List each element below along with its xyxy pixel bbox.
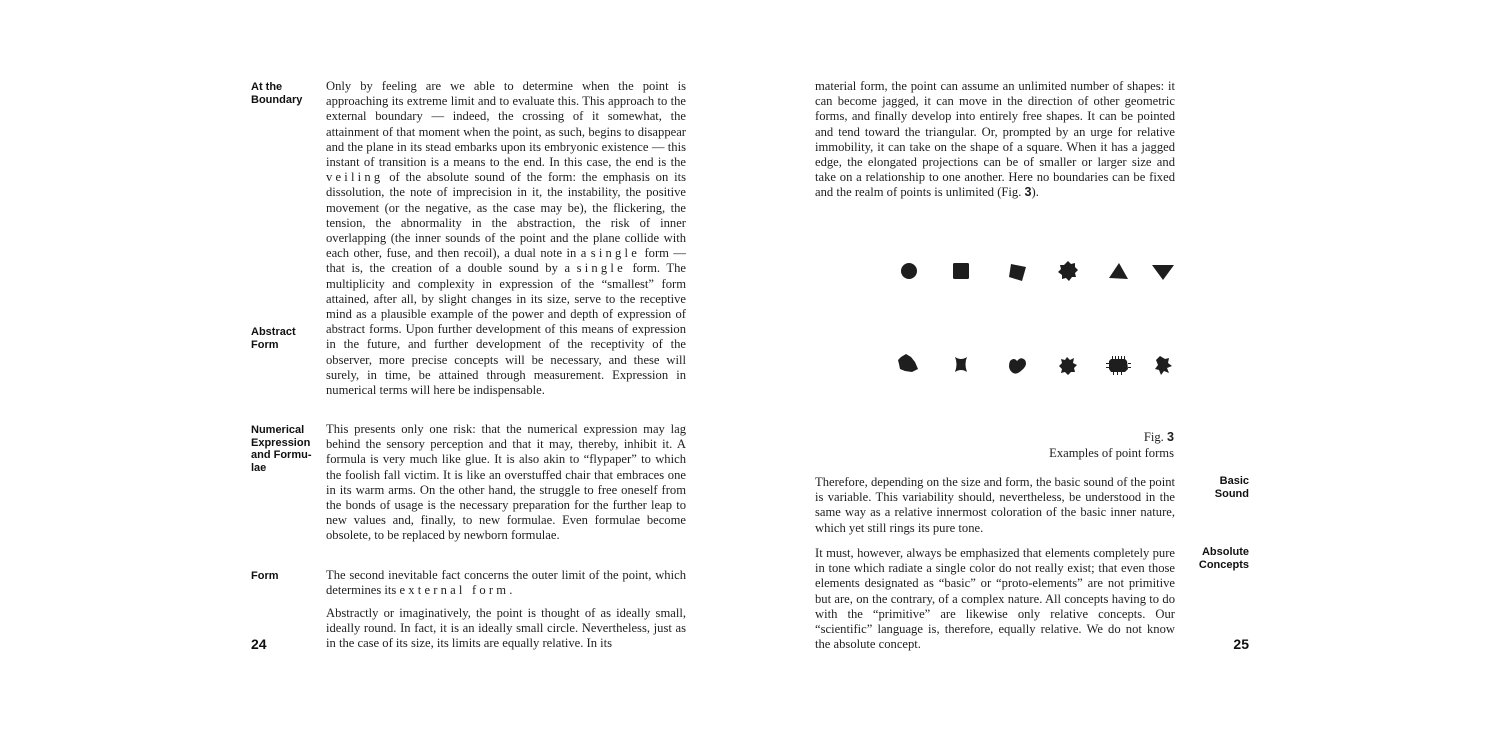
shape-blob-jagged	[898, 354, 918, 372]
text-run: form. The multiplicity and complexity in expression of the “smallest” form attained, after all, by slight changes in its size, serve to the receptive mind as a plausible example of the power and depth of expression of abstract forms. Upon further development of this means of expression in the future, and further development of the receptivity of the observer, more precise concepts will be necessary, and these will surely, in time, be attained through measurement. Expression in numerical terms will here be indispensable.	[326, 261, 686, 398]
shape-triangle-down	[1152, 265, 1174, 280]
shape-irregular-blob	[1155, 356, 1172, 375]
paragraph-abstractly: Abstractly or imaginatively, the point is thought of as ideally small, ideally round. In fact, it is an ideally small circle. Nevertheless, just as in the case of its size, its limits are equally relative. In its	[326, 606, 686, 651]
text-run: The second inevitable fact concerns the outer limit of the point, which determines its	[326, 568, 686, 598]
shape-circle	[901, 263, 917, 279]
margin-note-abstract-form	[251, 326, 296, 351]
text-run: .	[509, 583, 513, 598]
page-number-right: 25	[1233, 636, 1249, 652]
right-page	[750, 0, 1500, 750]
margin-note-basic-sound	[1180, 475, 1249, 500]
margin-note-form	[251, 570, 279, 583]
figure-caption-text: Examples of point forms	[1049, 445, 1174, 460]
figure-caption	[950, 430, 1174, 461]
shape-four-point-star	[955, 357, 967, 372]
figure-number: 3	[1166, 430, 1174, 444]
figure-label	[950, 430, 1174, 446]
note-line: lae	[251, 461, 267, 474]
note-line: Form	[251, 570, 279, 582]
note-line: Abstract	[251, 326, 296, 338]
note-line: Sound	[1214, 487, 1249, 500]
paragraph-form	[326, 568, 686, 598]
figure-label-text: Fig.	[1143, 430, 1164, 444]
figure-3-point-forms	[890, 250, 1180, 390]
shape-star-burst	[1058, 261, 1078, 281]
note-line: At the	[251, 81, 283, 93]
text-run: ).	[1031, 185, 1039, 200]
margin-note-at-the-boundary	[251, 81, 302, 106]
note-line: Basic	[1219, 475, 1249, 487]
paragraph-absolute-concepts: It must, however, always be emphasized that elements completely pure in tone which radiate a single color do not really exist; that even those elements designated as “basic” or “proto-elements” are not primitive but are, on the contrary, of a complex nature. All concepts having to do with the “primitive” are likewise only relative concepts. Our “scientific” language is, therefore, equally relative. We do not know the absolute concept.	[815, 546, 1175, 652]
shape-spiky-blob	[1059, 357, 1077, 375]
text-run: Only by feeling are we able to determine when the point is approaching its extreme limit and to evaluate this. This approach to the external boundary — indeed, the crossing of it somewhat, the attainment of that moment when the point, as such, begins to disappear and the plane in its stead embarks upon its embryonic existence — this instant of transition is a means to the end. In this case, the end is the	[326, 79, 686, 170]
paragraph-material-form	[815, 79, 1175, 201]
paragraph-numerical-expression: This presents only one risk: that the numerical expression may lag behind the sensory perception and that it may, thereby, inhibit it. A formula is very much like glue. It is also akin to “flypaper” to which the foolish fall victim. It is like an overstuffed chair that embraces one in its warm arms. On the other hand, the struggle to free oneself from the bonds of usage is the necessary preparation for the further leap to new values and, finally, to new formulae. Even formulae become obsolete, to be replaced by newborn formulae.	[326, 422, 686, 543]
shape-comb-blob	[1106, 356, 1131, 375]
shape-square	[953, 263, 969, 279]
figure-reference: 3	[1024, 185, 1032, 200]
margin-note-absolute-concepts	[1180, 546, 1249, 571]
emphasis-external-form: external form	[399, 583, 510, 598]
shape-tilted-square	[1009, 264, 1026, 281]
margin-note-numerical-expression	[251, 424, 312, 474]
emphasis-veiling: veiling	[326, 170, 384, 185]
text-run: form — that is, the creation of a double sound by a	[326, 246, 686, 276]
note-line: Concepts	[1198, 558, 1249, 571]
note-line: Form	[251, 338, 279, 351]
note-line: Boundary	[251, 93, 303, 106]
page-number-left: 24	[251, 636, 267, 652]
shape-heart-blob	[1009, 358, 1026, 373]
paragraph-at-the-boundary	[326, 79, 686, 398]
shape-triangle-up	[1109, 263, 1128, 279]
text-run: material form, the point can assume an unlimited number of shapes: it can become jagged, it can move in the direction of other geometric forms, and finally develop into entirely free shapes. It can be pointed and tend toward the triangular. Or, prompted by an urge for relative immobility, it can take on the shape of a square. When it has a jagged edge, the elongated projections can be of smaller or larger size and take on a relationship to one another. Here no boundaries can be fixed and the realm of points is unlimited (Fig.	[815, 79, 1175, 200]
note-line: Expression	[251, 436, 311, 449]
note-line: Numerical	[251, 424, 305, 436]
note-line: and Formu-	[251, 449, 312, 461]
emphasis-single: single	[576, 261, 626, 276]
note-line: Absolute	[1201, 546, 1249, 558]
paragraph-basic-sound: Therefore, depending on the size and form, the basic sound of the point is variable. This variability should, nevertheless, be understood in the same way as a relative innermost coloration of the basic inner nature, which yet still rings its pure tone.	[815, 475, 1175, 535]
text-run: of the absolute sound of the form: the emphasis on its dissolution, the note of imprecision in it, the instability, the positive movement (or the negative, as the case may be), the flickering, the tension, the abnormality in the abstraction, the risk of inner overlapping (the inner sounds of the point and the plane collide with each other, fuse, and then recoil), a dual note in a	[326, 170, 686, 261]
emphasis-single: single	[590, 246, 641, 261]
